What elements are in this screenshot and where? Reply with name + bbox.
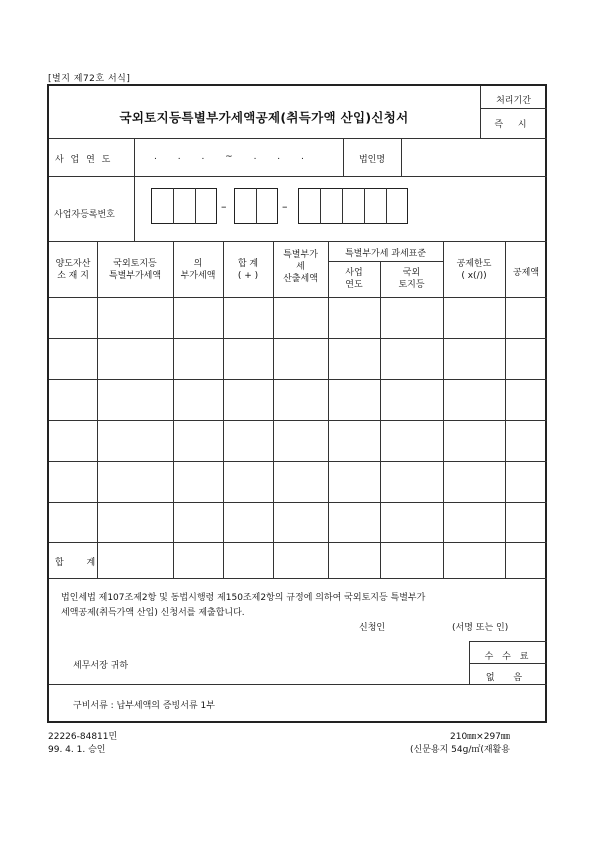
corp-name-field[interactable]	[402, 139, 547, 176]
col-deduction-amount: 공제액	[512, 268, 540, 278]
col-tax-base-year: 사업 연도	[345, 268, 363, 290]
signature-label: (서명 또는 인)	[452, 623, 509, 633]
col-deduction-limit: 공제한도 ( x(/))	[456, 259, 492, 281]
form-title: 국외토지등특별부가세액공제(취득가액 산입)신청서	[119, 110, 409, 125]
col-surtax: 의 부가세액	[180, 259, 216, 281]
col-total: 합 계 ( + )	[237, 259, 259, 281]
paper-size: 210㎜×297㎜	[450, 732, 510, 742]
reg-no-label: 사업자등록번호	[54, 210, 115, 220]
form-code: 22226-84811민	[48, 732, 118, 742]
processing-period-value: 즉 시	[494, 120, 533, 130]
fee-label: 수 수 료	[484, 652, 532, 662]
col-computed-tax: 특별부가 세 산출세액	[283, 250, 318, 284]
total-row-label: 합 계	[55, 558, 106, 568]
form-number-label: [별지 제72호 서식]	[48, 74, 131, 84]
corp-name-label: 법인명	[358, 155, 386, 165]
business-year-label: 사 업 연 도	[55, 155, 113, 165]
col-asset-location: 양도자산 소 재 지	[55, 259, 91, 281]
addressee: 세무서장 귀하	[73, 661, 129, 671]
applicant-label: 신청인	[359, 623, 386, 633]
processing-period-label: 처리기간	[496, 96, 531, 106]
table-body-rows[interactable]	[98, 298, 547, 578]
approval-date: 99. 4. 1. 승인	[48, 745, 106, 755]
col-tax-base-foreign: 국외 토지등	[398, 268, 425, 290]
business-year-field[interactable]: . . . ~ . . .	[154, 152, 313, 162]
col-foreign-land-tax: 국외토지등 특별부가세액	[108, 259, 162, 281]
fee-value: 없 음	[485, 673, 531, 683]
statement-line-1: 법인세법 제107조제2항 및 동법시행령 제150조제2항의 규정에 의하여 국외토지등 특별부가	[61, 593, 426, 603]
attachments-note: 구비서류 : 납부세액의 증빙서류 1부	[73, 701, 215, 711]
form-frame: 국외토지등특별부가세액공제(취득가액 산입)신청서 처리기간 즉 시 사 업 연 도 . . . ~ . . . 법인명 사업자등록번호 – – 양도자산 소 재 지 국외토지등 특별부가세액 의 부가세액 합 계 ( + ) 특별부가 세 산출세액 특별부가세 과세표준 사업 연도 국외 토지등 공제한도 ( x(/)) 공제액 합 계 법인세법 제107조제2항 및 동법시행령 제150조제2항의 규정에 의하여 국외토지등 특별부가 세액공제(취득가액 산입) 신청서를 제출합니다. 신청인 (서명 또는 인) 세무서장 귀하 수 수 료 없 음 구비서류 : 납부세액의 증빙서류 1부	[47, 84, 547, 723]
paper-type: (신문용지 54g/㎡(재활용	[410, 745, 510, 755]
statement-line-2: 세액공제(취득가액 산입) 신청서를 제출합니다.	[61, 608, 245, 618]
col-tax-base-group: 특별부가세 과세표준	[344, 249, 427, 259]
